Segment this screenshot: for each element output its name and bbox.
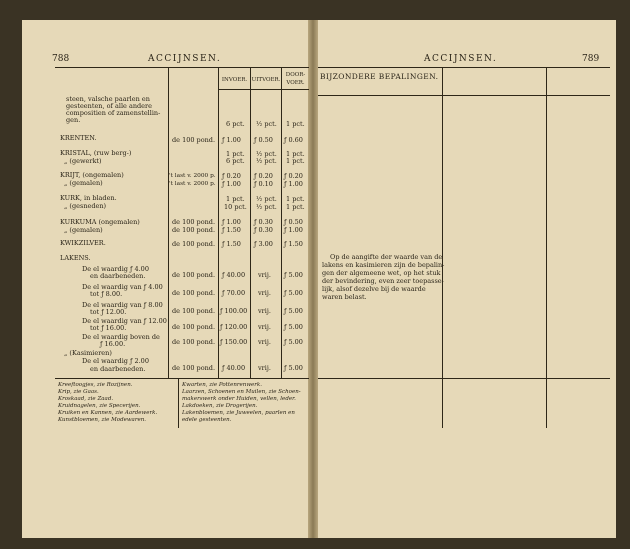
uitvoer-value: ƒ 0.20 — [254, 172, 273, 180]
uitvoer-value: ƒ 3.00 — [254, 240, 273, 248]
unit-value: de 100 pond. — [172, 338, 216, 346]
row-item-text: De el waardig van ƒ 8.00 — [82, 301, 163, 309]
invoer-value: ƒ 1.50 — [222, 240, 241, 248]
row-item-text: KRENTEN. — [60, 134, 97, 142]
row-item-text: De el waardig van ƒ 4.00 — [82, 283, 163, 291]
doorvoer-value: ƒ 5.00 — [284, 307, 303, 315]
invoer-value: 10 pct. — [224, 203, 247, 211]
row-item-text: gesteenten, of alle andere — [66, 102, 152, 110]
left-table-top-rule — [55, 67, 309, 68]
uitvoer-value: vrij. — [258, 307, 271, 315]
doorvoer-value: ƒ 0.50 — [284, 218, 303, 226]
right-footer-rule-1 — [442, 378, 443, 428]
row-item-text: KRIJT, (ongemalen) — [60, 171, 124, 179]
left-table-bottom-rule — [55, 378, 309, 379]
unit-value: 't last v. 2000 p. — [169, 181, 216, 187]
right-header-rule — [318, 95, 610, 96]
header-doorvoer-1: DOOR- — [285, 72, 306, 78]
uitvoer-value: ƒ 0.10 — [254, 180, 273, 188]
invoer-value: 6 pct. — [226, 157, 245, 165]
row-item-text: tot ƒ 12.00. — [90, 308, 127, 316]
right-col-rule-1 — [442, 67, 443, 378]
note-line: Op de aangifte der waarde van de — [330, 253, 443, 261]
footnote-right: edele gesteenten. — [182, 417, 232, 423]
doorvoer-value: ƒ 1.50 — [284, 240, 303, 248]
unit-value: de 100 pond. — [172, 136, 216, 144]
row-item-text: gen. — [66, 116, 81, 124]
uitvoer-value: ½ pct. — [256, 157, 277, 165]
left-header-rule — [218, 89, 309, 90]
invoer-value: ƒ 1.00 — [222, 136, 241, 144]
note-line: lakens en kasimieren zijn de bepalin- — [322, 261, 445, 269]
row-item-text: De el waardig boven de — [82, 333, 160, 341]
row-item-text: De el waardig ƒ 2.00 — [82, 357, 149, 365]
header-invoer: INVOER. — [221, 77, 248, 83]
left-page-number: 788 — [52, 54, 70, 64]
header-uitvoer: UITVOER. — [251, 77, 281, 83]
right-page-number: 789 — [582, 54, 600, 64]
doorvoer-value: ƒ 5.00 — [284, 271, 303, 279]
row-item-text: KURK, in bladen. — [60, 194, 117, 202]
left-col-rule-1 — [168, 67, 169, 378]
invoer-value: 6 pct. — [226, 120, 245, 128]
invoer-value: ƒ 120.00 — [220, 323, 248, 331]
unit-value: de 100 pond. — [172, 271, 216, 279]
unit-value: de 100 pond. — [172, 218, 216, 226]
row-item-text: „ (gewerkt) — [64, 157, 102, 165]
bijzondere-bepalingen-title: BIJZONDERE BEPALINGEN. — [320, 72, 439, 81]
row-item-text: en daarbeneden. — [90, 365, 146, 373]
footnote-left: Kroskaad, zie Zaad. — [58, 396, 114, 402]
uitvoer-value: vrij. — [258, 364, 271, 372]
invoer-value: ƒ 1.00 — [222, 180, 241, 188]
uitvoer-value: vrij. — [258, 323, 271, 331]
footnote-right: Kwarten, zie Pottenrenwerk. — [182, 382, 262, 388]
doorvoer-value: ƒ 5.00 — [284, 289, 303, 297]
footnote-right: Laarzen, Schoenen en Muilen, zie Schoen- — [182, 389, 301, 395]
uitvoer-value: ½ pct. — [256, 120, 277, 128]
doorvoer-value: 1 pct. — [286, 195, 305, 203]
doorvoer-value: ƒ 5.00 — [284, 338, 303, 346]
invoer-value: ƒ 40.00 — [222, 364, 246, 372]
unit-value: de 100 pond. — [172, 307, 216, 315]
left-col-rule-3 — [250, 67, 251, 378]
unit-value: de 100 pond. — [172, 364, 216, 372]
row-item-text: KWIKZILVER. — [60, 239, 106, 247]
unit-value: de 100 pond. — [172, 323, 216, 331]
footnote-left: Kruidnagelen, zie Specerijen. — [58, 403, 141, 409]
uitvoer-value: vrij. — [258, 338, 271, 346]
row-item-text: steen, valsche paarlen en — [66, 95, 150, 103]
invoer-value: ƒ 40.00 — [222, 271, 246, 279]
unit-value: de 100 pond. — [172, 289, 216, 297]
note-line: lijk, alsof dezelve bij de waarde — [322, 285, 426, 293]
right-footer-rule-2 — [546, 378, 547, 428]
invoer-value: ƒ 1.50 — [222, 226, 241, 234]
footnote-left: Kreeftoogjes, zie Rozijnen. — [58, 382, 133, 388]
doorvoer-value: 1 pct. — [286, 150, 305, 158]
doorvoer-value: ƒ 1.00 — [284, 180, 303, 188]
unit-value: de 100 pond. — [172, 226, 216, 234]
row-item-text: compositien of zamenstellin- — [66, 109, 161, 117]
footnote-divider — [178, 378, 179, 428]
doorvoer-value: ƒ 5.00 — [284, 364, 303, 372]
invoer-value: ƒ 0.20 — [222, 172, 241, 180]
right-table-top-rule — [318, 67, 610, 68]
uitvoer-value: vrij. — [258, 271, 271, 279]
invoer-value: ƒ 1.00 — [222, 218, 241, 226]
right-running-head: ACCIJNSEN. — [424, 54, 498, 64]
footnote-left: Krip, zie Gaas. — [58, 389, 99, 395]
row-item-text: „ (Kasimieren) — [64, 349, 112, 357]
uitvoer-value: ƒ 0.30 — [254, 218, 273, 226]
doorvoer-value: ƒ 5.00 — [284, 323, 303, 331]
unit-value: de 100 pond. — [172, 240, 216, 248]
row-item-text: ƒ 16.00. — [100, 340, 126, 348]
unit-value: 't last v. 2000 p. — [169, 173, 216, 179]
row-item-text: De el waardig van ƒ 12.00 — [82, 317, 167, 325]
note-line: der bevindering, even zeer toepasse- — [322, 277, 444, 285]
row-item-text: De el waardig ƒ 4.00 — [82, 265, 149, 273]
row-item-text: „ (gesneden) — [64, 202, 107, 210]
footnote-right: makerswerk onder Huiden, vellen, leder. — [182, 396, 296, 402]
uitvoer-value: ½ pct. — [256, 203, 277, 211]
doorvoer-value: 1 pct. — [286, 203, 305, 211]
uitvoer-value: ƒ 0.30 — [254, 226, 273, 234]
doorvoer-value: 1 pct. — [286, 120, 305, 128]
row-item-text: LAKENS. — [60, 254, 91, 262]
left-running-head: ACCIJNSEN. — [148, 54, 222, 64]
note-line: waren belast. — [322, 293, 367, 301]
book-gutter — [308, 20, 318, 538]
footnote-right: Lakenbloemen, zie Juweelen, paarlen en — [182, 410, 295, 416]
row-item-text: „ (gemalen) — [64, 179, 103, 187]
uitvoer-value: ½ pct. — [256, 195, 277, 203]
row-item-text: „ (gemalen) — [64, 226, 103, 234]
footnote-left: Kunstbloemen, zie Modewaren. — [58, 417, 146, 423]
invoer-value: 1 pct. — [226, 150, 245, 158]
doorvoer-value: ƒ 1.00 — [284, 226, 303, 234]
footnote-right: Lakdoeken, zie Drogerijen. — [182, 403, 258, 409]
uitvoer-value: ½ pct. — [256, 150, 277, 158]
invoer-value: ƒ 100.00 — [220, 307, 248, 315]
row-item-text: en daarbeneden. — [90, 272, 146, 280]
row-item-text: KRISTAL, (ruw berg-) — [60, 149, 132, 157]
row-item-text: tot ƒ 16.00. — [90, 324, 127, 332]
invoer-value: 1 pct. — [226, 195, 245, 203]
left-col-rule-4 — [281, 67, 282, 378]
left-col-rule-2 — [218, 67, 219, 378]
invoer-value: ƒ 70.00 — [222, 289, 246, 297]
footnote-left: Kruiken en Kannen, zie Aardewerk. — [58, 410, 158, 416]
invoer-value: ƒ 150.00 — [220, 338, 248, 346]
row-item-text: tot ƒ 8.00. — [90, 290, 123, 298]
row-item-text: KURKUMA (ongemalen) — [60, 218, 140, 226]
right-col-rule-2 — [546, 67, 547, 378]
doorvoer-value: ƒ 0.20 — [284, 172, 303, 180]
uitvoer-value: vrij. — [258, 289, 271, 297]
uitvoer-value: ƒ 0.50 — [254, 136, 273, 144]
header-doorvoer-2: VOER. — [286, 80, 305, 86]
note-line: gen der algemeene wet, op het stuk — [322, 269, 441, 277]
doorvoer-value: 1 pct. — [286, 157, 305, 165]
doorvoer-value: ƒ 0.60 — [284, 136, 303, 144]
right-table-bottom-rule — [318, 378, 610, 379]
